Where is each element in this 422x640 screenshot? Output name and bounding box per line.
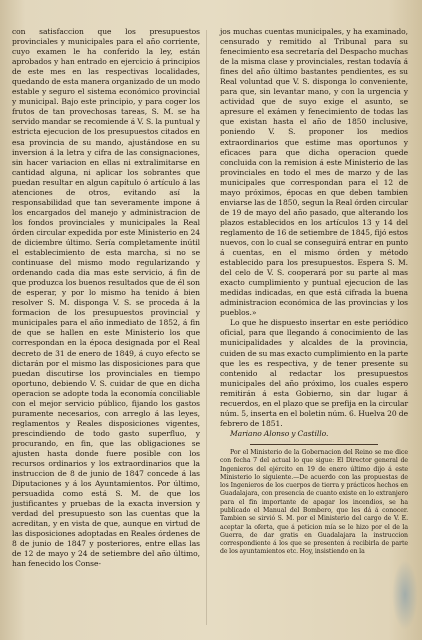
right-column xyxy=(220,27,408,557)
paper-stain xyxy=(392,560,418,630)
section-divider xyxy=(250,444,378,445)
column-gutter xyxy=(206,30,207,625)
signature: Mariano Alonso y Castillo. xyxy=(230,428,329,438)
right-paragraph-continued: jos muchas cuentas municipales, y ha examinado, censurado y remitido al Tribunal para su fenecimiento esa secretaría del Despacho muchas de la misma clase y provinciales, restan todavía á fines del año último bastantes pendientes, es su Real voluntad que V. S. disponga lo conveniente, para que, sin levantar mano, y con la urgencia y actividad que de suyo exige el asunto, se apresure el exámen y fenecimiento de todas las que existan hasta el año de 1850 inclusive, poniendo V. S. proponer los medios extraordinarios que estime mas oportunos y eficaces para que dicha operacion quede concluida con la remision á este Ministerio de las provinciales en todo el mes de marzo y de las municipales que correspondan para el 12 de mayo próximos, épocas en que deben tambien enviarse las de 1850, segun la Real órden circular de 19 de mayo del año pasado, que alterando los plazos establecidos en los artículos 13 y 14 del reglamento de 16 de setiembre de 1845, fijó estos nuevos, con lo cual se conseguirá entrar en punto á cuentas, en el mismo órden y método establecido para los presupuestos. Espera S. M. del celo de V. S. cooperará por su parte al mas exacto cumplimiento y puntual ejecucion de las medidas indicadas, en que está cifrada la buena administracion económica de las provincias y los pueblos.» xyxy=(220,27,408,318)
ministry-note: Por el Ministerio de la Gobernacion del Reino se me dice con fecha 7 del actual lo que sigue: El Director general de Ingenieros del ejército en 19 de enero último dijo á este Ministerio lo siguiente.—De acuerdo con las propuestas de los Ingenieros de los cuerpos de tierra y prácticos hechos en Guadalajara, con presencia de cuanto existe en lo extranjero para el fin importante de apagar los incendios, se ha publicado el Manual del Bombero, que les dá á conocer. Tambien se sirvió S. M. por el Ministerio del cargo de V. E. aceptar la oferta, que á peticion mía se le hizo por el de la Guerra, de dar gratis en Guadalajara la instruccion correspondiente á los que se presenten á recibirla de parte de los ayuntamientos etc. Hoy, insistiendo en la xyxy=(220,448,408,556)
left-paragraph: con satisfaccion que los presupuestos provinciales y municipales para el año corriente, cuyo examen le ha conferido la ley, están aprobados y han entrado en ejercicio á principios de este mes en las respectivas localidades, quedando de esta manera organizado de un modo estable y seguro el sistema económico provincial y municipal. Bajo este principio, y para coger los frutos de tan provechosas tareas, S. M. se ha servido mandar se recomiende á V. S. la puntual y estricta ejecucion de los presupuestos citados en esa provincia de su mando, ajustándose en su inversion á la letra y cifra de las consignaciones, sin hacer variacion en ellas ni extralimitarse en cantidad alguna, ni aplicar los sobrantes que puedan resultar en algun capítulo ó artículo á las atenciones de otros, evitando así la responsabilidad que tan severamente impone á los encargados del manejo y administracion de los fondos provinciales y municipales la Real órden circular expedida por este Ministerio en 24 de diciembre último. Sería completamente inútil el establecimiento de esta marcha, si no se continuase del mismo modo regularizando y ordenando cada dia mas este servicio, á fin de que produzca los buenos resultados que de él son de esperar, y por lo mismo ha tenido á bien resolver S. M. disponga V. S. se proceda á la formacion de los presupuestos provincial y municipales para el año inmediato de 1852, á fin de que se hallen en este Ministerio los que correspondan en la época designada por el Real decreto de 31 de enero de 1849, á cuyo efecto se dictarán por el mismo las disposiciones para que puedan discutirse los provinciales en tiempo oportuno, debiendo V. S. cuidar de que en dicha operacion se adopte toda la economía conciliable con el mejor servicio público, fijando los gastos puramente necesarios, con arreglo á las leyes, reglamentos y Reales disposiciones vigentes, prescindiendo de todo gasto superfluo, y procurando, en fin, que las obligaciones se ajusten hasta donde fuere posible con los recursos ordinarios y los extraordinarios que la instruccion de 8 de junio de 1847 concede á las Diputaciones y á los Ayuntamientos. Por último, persuadida como está S. M. de que los justificantes y pruebas de la exacta inversion y verdad del presupuesto son las cuentas que la acreditan, y en vista de que, aunque en virtud de las disposiciones adoptadas en Reales órdenes de 8 de junio de 1847 y posteriores, entre ellas las de 12 de mayo y 24 de setiembre del año último, han fenecido los Conse- xyxy=(12,27,200,569)
right-paragraph-order: Lo que he dispuesto insertar en este periódico oficial, para que llegando á conocimiento de las municipalidades y alcaldes de la provincia, cuiden de su mas exacto cumplimiento en la parte que les es respectiva, y de tener presente su contenido al redactar los presupuestos municipales del año próximo, los cuales espero remitirán á esta Gobierno, sin dar lugar á recuerdos, en el plazo que se prefija en la circular núm. 5, inserta en el boletin núm. 6. Huelva 20 de febrero de 1851. xyxy=(220,318,408,428)
left-column xyxy=(12,27,200,570)
